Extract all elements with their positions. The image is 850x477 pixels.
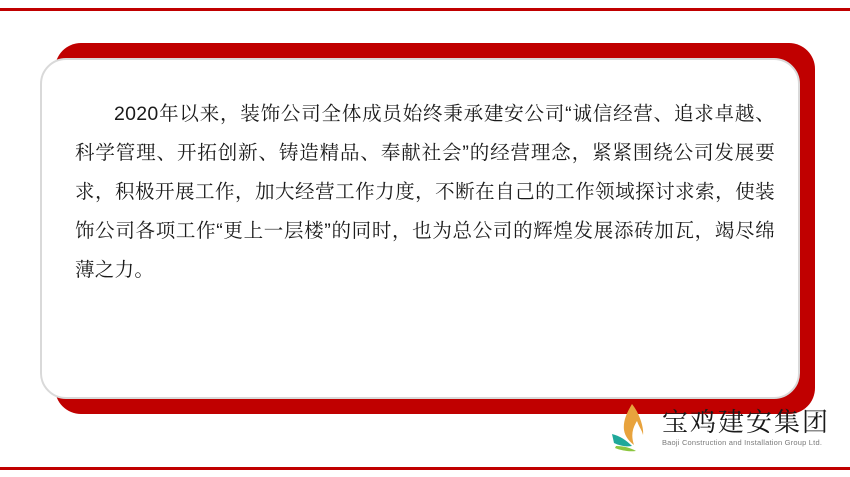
logo-text-block (662, 407, 830, 448)
bottom-red-rule (0, 467, 850, 470)
company-logo (610, 399, 830, 455)
slide-body-paragraph: 2020年以来，装饰公司全体成员始终秉承建安公司“诚信经营、追求卓越、科学管理、开拓创新、铸造精品、奉献社会”的经营理念，紧紧围绕公司发展要求，积极开展工作，加大经营工作力度，不断在自己的工作领域探讨求索，使装饰公司各项工作“更上一层楼”的同时，也为总公司的辉煌发展添砖加瓦，竭尽绵薄之力。 (75, 103, 775, 281)
logo-name-cn: 宝鸡建安集团 (661, 406, 830, 437)
logo-name-en: Baoji Construction and Installation Group Ltd. (661, 437, 823, 447)
flame-wave-logo-icon (610, 402, 656, 452)
top-red-rule (0, 8, 850, 11)
